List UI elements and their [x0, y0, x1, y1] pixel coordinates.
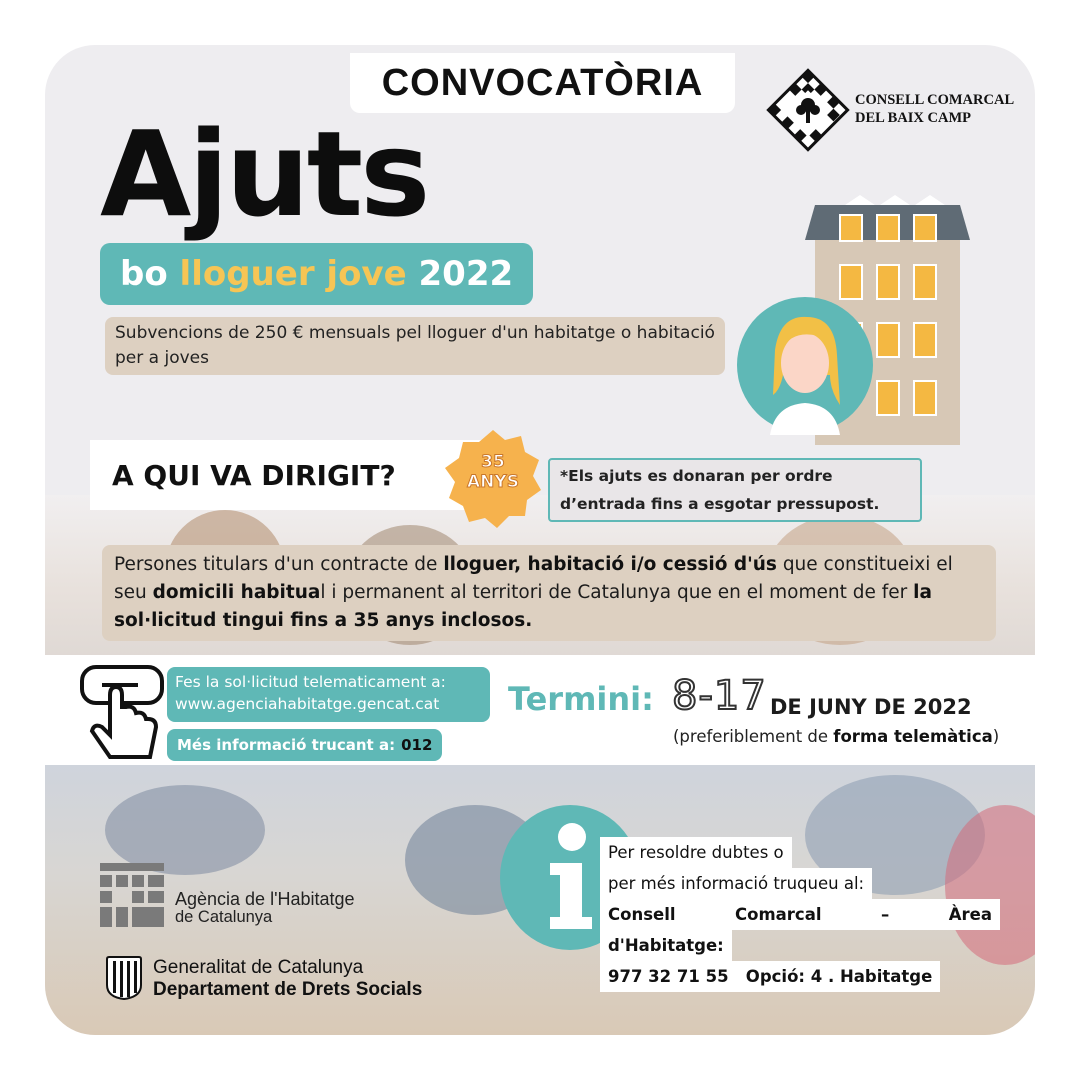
hand-click-icon — [80, 665, 170, 765]
council-name — [855, 91, 1014, 127]
deadline-month: DE JUNY DE 2022 — [770, 695, 972, 719]
age-badge-number: 35 — [481, 452, 505, 472]
pref-text: (preferiblement de — [673, 727, 834, 746]
application-url-link[interactable]: www.agenciahabitatge.gencat.cat — [175, 695, 440, 713]
avatar-icon — [735, 295, 875, 445]
contact-phone-line — [600, 961, 940, 992]
deadline-label: Termini: — [508, 680, 654, 718]
subvencions-text: Subvencions de 250 € mensuals pel lloguer d'un habitatge o habitació per a joves — [105, 317, 725, 375]
desc-bold-part: lloguer, habitació i/o cessió d'ús — [443, 554, 777, 575]
generalitat-shield-icon — [105, 955, 143, 1001]
target-description — [102, 545, 996, 641]
phone-info-number[interactable]: 012 — [401, 736, 433, 754]
target-heading: A QUI VA DIRIGIT? — [90, 440, 510, 510]
age-badge — [443, 430, 543, 530]
subtitle-pill — [100, 243, 533, 305]
subtitle-lloguer-jove: lloguer jove — [179, 254, 407, 294]
council-name-line2: DEL BAIX CAMP — [855, 110, 972, 126]
photo-blur — [105, 785, 265, 875]
contact-line: Per resoldre dubtes o — [600, 837, 792, 868]
phone-info — [167, 729, 442, 761]
desc-part: Persones titulars d'un contracte de — [114, 554, 444, 575]
online-application-label: Fes la sol·licitud telematicament a: — [175, 673, 446, 691]
main-title: Ajuts — [100, 105, 428, 243]
subtitle-bo: bo — [120, 254, 168, 294]
desc-bold-part: la sol·licitud tingui fins a 35 anys inclosos. — [114, 582, 932, 631]
agencia-name-line2: de Catalunya — [175, 908, 273, 926]
generalitat-name — [153, 957, 422, 1001]
contact-word: – — [881, 905, 890, 924]
deadline-preference — [673, 727, 999, 746]
online-application — [167, 667, 490, 722]
agencia-name-line1: Agència de l'Habitatge — [175, 889, 355, 909]
desc-part: l i permanent al territori de Catalunya que en el moment de fer — [320, 582, 914, 603]
convocatoria-title: CONVOCATÒRIA — [350, 53, 735, 113]
deadline-dates: 8-17 — [672, 673, 767, 719]
pref-text: ) — [992, 727, 1000, 746]
contact-line: per més informació truqueu al: — [600, 868, 872, 899]
contact-phone[interactable]: 977 32 71 55 — [608, 967, 729, 986]
contact-option: Opció: 4 . Habitatge — [745, 967, 933, 986]
pref-bold: forma telemàtica — [833, 727, 993, 746]
poster-card — [45, 45, 1035, 1035]
council-name-line1: CONSELL COMARCAL — [855, 92, 1015, 108]
desc-bold-part: domicili habitua — [152, 582, 321, 603]
desc-part: que constitueixi el seu — [114, 554, 953, 603]
generalitat-name-line1: Generalitat de Catalunya — [153, 957, 364, 978]
contact-line: d'Habitatge: — [600, 930, 732, 961]
contact-word: Consell — [608, 905, 676, 924]
department-name: Departament de Drets Socials — [153, 979, 423, 1000]
age-badge-unit: ANYS — [467, 472, 519, 492]
phone-info-label: Més informació trucant a: — [177, 736, 396, 754]
contact-word: Àrea — [948, 905, 992, 924]
contact-row — [600, 899, 1000, 930]
agencia-logo-icon — [100, 863, 164, 927]
contact-word: Comarcal — [735, 905, 822, 924]
budget-note: *Els ajuts es donaran per ordre d’entrada fins a esgotar pressupost. — [548, 458, 922, 522]
subtitle-year: 2022 — [418, 254, 514, 294]
contact-info — [600, 837, 1000, 992]
agencia-name — [175, 890, 355, 926]
